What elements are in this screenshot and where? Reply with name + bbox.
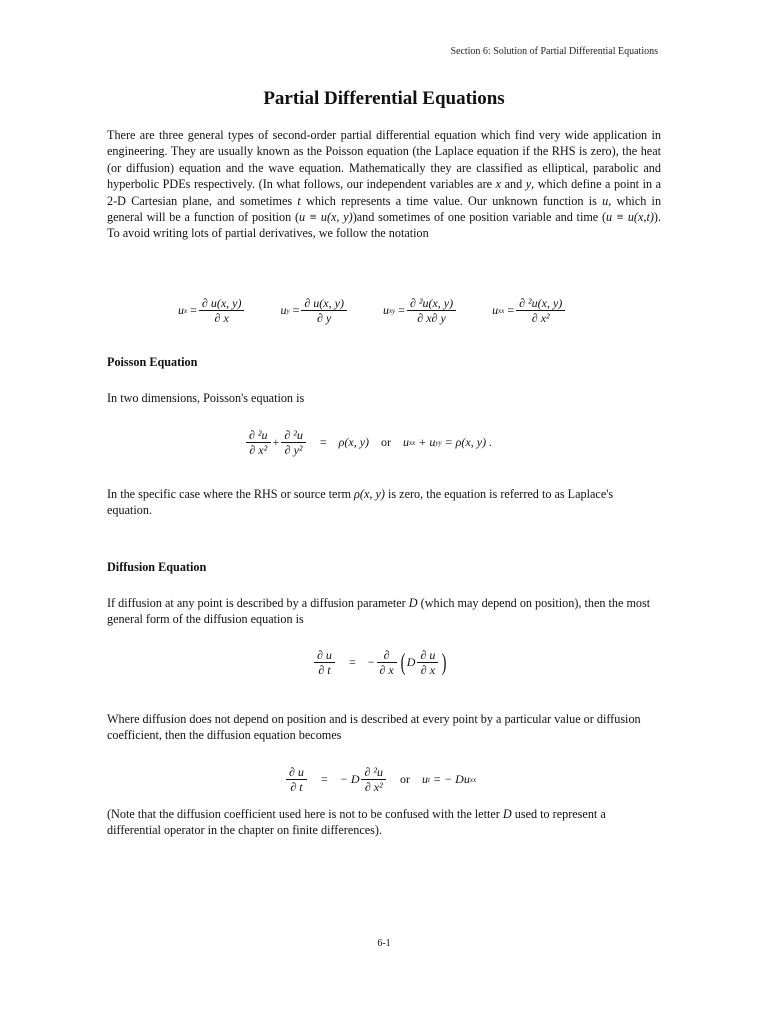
running-header: Section 6: Solution of Partial Differential Equations [450,46,658,57]
intro-and: and [504,177,523,192]
notation-equations [178,296,567,325]
fraction: $\frac{\text{∂ ²u}}{\text{∂ y²}}$ [281,428,306,457]
fraction: $\frac{\text{∂ ²u(x, y)}}{\text{∂ x²}}$ [516,296,565,325]
notation-uxx: u xx = $\frac{\text{∂ ²u(x, y)}}{\text{∂ x²}}$ [492,296,567,325]
notation-uy: u y = $\frac{\partial u(x, y)}{\partial y}$ [280,296,348,325]
var-t: t [297,193,301,208]
diffusion-heading: Diffusion Equation [107,560,207,574]
fraction: $\frac{\partial u(x, y)}{\partial y}$ [301,296,347,325]
var-y: y [525,177,532,192]
intro-text-2: , which define a point in a 2-D Cartesian plane, and sometimes [107,177,662,208]
notation-ux: u x = $\frac{\partial u(x, y)}{\partial x}$ [178,296,246,325]
diffusion-note: (Note that the diffusion coefficient used here is not to be confused with the letter D used to represent a differential operator in the chapter on finite differences). [107,807,606,838]
intro-paragraph [107,127,661,242]
laplace-paragraph: In the specific case where the RHS or source term ρ(x, y) is zero, the equation is referred to as Laplace's equation. [107,487,614,518]
fraction: $\frac{\partial u(x, y)}{\partial x}$ [199,296,245,325]
fraction: $\frac{\text{∂ ²u}}{\text{∂ x²}}$ [361,765,386,794]
diffusion-paragraph-2: Where diffusion does not depend on position and is described at every point by a particular value or diffusion coefficient, then the diffusion equation becomes [107,712,641,743]
var-u: u [602,193,609,208]
intro-text-5: )and sometimes of one position variable and time ( [352,210,607,225]
fraction: $\frac{\text{∂ ²u}}{\text{∂ x²}}$ [246,428,271,457]
notation-uxy: u xy = $\frac{\text{∂ ²u(x, y)}}{\partial x\partial y}$ [383,296,458,325]
page-number: 6-1 [377,938,391,949]
diffusion-paragraph-1: If diffusion at any point is described by a diffusion parameter D (which may depend on position), then the most general form of the diffusion equation is [107,596,651,627]
fraction: $\frac{\partial}{\partial x}$ [377,648,397,677]
page-title: Partial Differential Equations [263,88,505,109]
func-position: u ≡ u(x, y) [299,210,353,225]
fraction: $\frac{\partial u}{\partial x}$ [417,648,438,677]
intro-text-6: ). To avoid writing lots of partial derivatives, we follow the notation [107,210,662,241]
fraction: $\frac{\partial u}{\partial t}$ [286,765,307,794]
poisson-intro: In two dimensions, Poisson's equation is [107,391,305,405]
fraction: $\frac{\partial u}{\partial t}$ [314,648,335,677]
intro-text-3: which represents a time value. Our unknown function is [306,193,597,208]
fraction: $\frac{\text{∂ ²u(x, y)}}{\partial x\partial y}$ [407,296,456,325]
intro-text-4: , which in general will be a function of position ( [107,193,662,225]
intro-text-1: There are three general types of second-order partial differential equation which find very wide application in engineering. They are usually known as the Poisson equation (the Laplace equation if the RHS is zero), the heat (or diffusion) equation and the wave equation. Mathematically they are classified as elliptical, parabolic and hyperbolic PDEs respectively. (In what follows, our independent variables are [107,128,661,192]
diffusion-equation-general: $\frac{\partial u}{\partial t}$ = − $\frac{\partial}{\partial x}$ ( D $\frac{\partial u}{\partial x}$ ) [312,648,448,677]
poisson-rhs: ρ(x, y) [338,435,370,449]
func-time: u ≡ u(x,t) [606,210,654,225]
diffusion-equation-constant: $\frac{\partial u}{\partial t}$ = − D $\frac{\text{∂ ²u}}{\text{∂ x²}}$ or u t = − Du xx [284,765,476,794]
poisson-heading: Poisson Equation [107,355,198,369]
poisson-equation: $\frac{\text{∂ ²u}}{\text{∂ x²}}$ + $\frac{\text{∂ ²u}}{\text{∂ y²}}$ = ρ(x, y) or u xx + u yy = ρ(x, y) . [244,428,492,457]
var-x: x [495,177,502,192]
